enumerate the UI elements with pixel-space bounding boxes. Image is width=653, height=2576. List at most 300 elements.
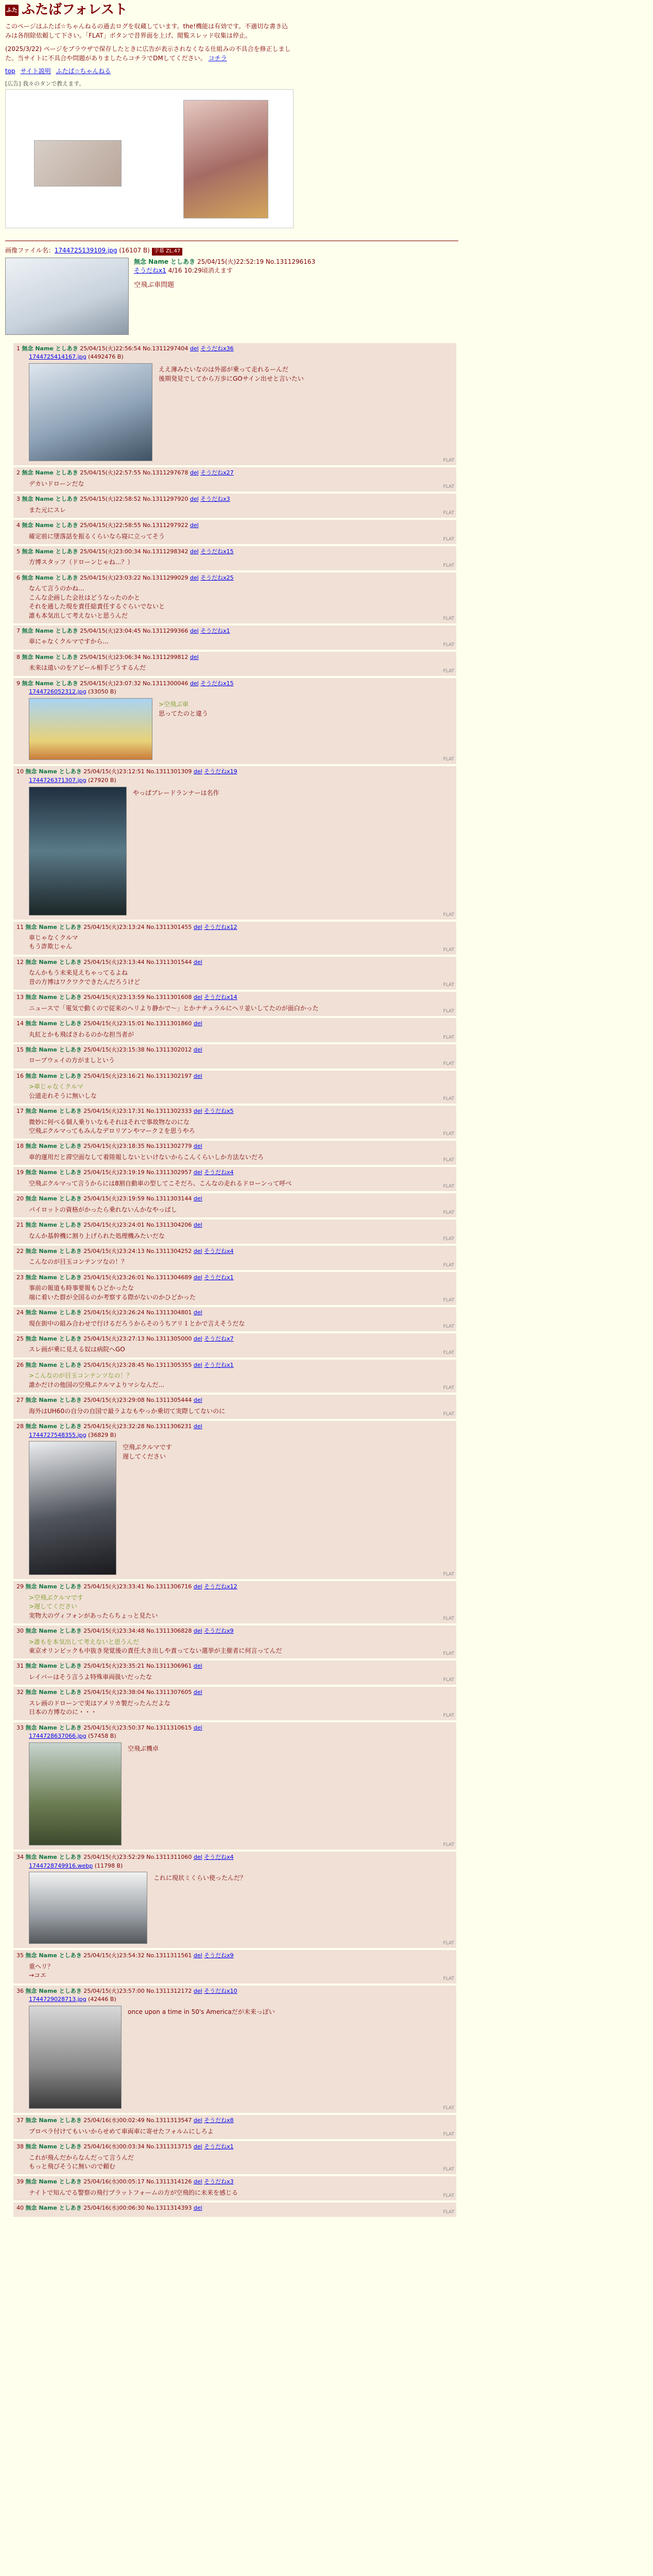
reply-marker <box>5 1106 13 1139</box>
reply-meta <box>16 1361 452 1370</box>
del-link[interactable]: del <box>190 548 199 555</box>
reply-box <box>13 1018 456 1042</box>
flat-button[interactable]: FLAT <box>443 511 454 516</box>
poster-name: 無念 Name としあき <box>134 258 196 265</box>
del-link[interactable]: del <box>193 1689 202 1696</box>
flat-button[interactable]: FLAT <box>443 1842 454 1848</box>
del-link[interactable]: del <box>190 345 199 352</box>
reply-number: 9 <box>16 680 20 687</box>
reply-box <box>13 1625 456 1658</box>
post-date: 25/04/15(火)23:12:51 <box>83 768 145 775</box>
post-date: 25/04/16(水)00:05:17 <box>83 2178 145 2185</box>
reply-post <box>5 572 648 623</box>
reply-meta <box>16 1952 452 1960</box>
reply-thumbnail[interactable] <box>29 1872 147 1944</box>
file-size: (4492476 B) <box>88 353 124 361</box>
flat-button[interactable]: FLAT <box>443 1941 454 1946</box>
reply-post <box>5 1722 648 1850</box>
flat-button[interactable]: FLAT <box>443 1298 454 1303</box>
reply-marker <box>5 1307 13 1331</box>
reply-list <box>5 343 648 2217</box>
reply-marker <box>5 343 13 465</box>
del-link[interactable]: del <box>193 1143 202 1150</box>
reply-line: 空飛ぶ機卓 <box>128 1745 159 1753</box>
file-link[interactable]: 1744728637066.jpg <box>29 1733 87 1740</box>
reply-post <box>5 678 648 764</box>
flat-button[interactable]: FLAT <box>443 757 454 762</box>
reply-file-line <box>29 1732 452 1740</box>
reply-body <box>123 1443 172 1574</box>
del-link[interactable]: del <box>190 627 199 634</box>
reply-line: 後期発見でしてから万歩にGOサイン出せと言いたい <box>159 375 304 382</box>
soudane-link[interactable]: そうだねx10 <box>204 1987 237 1994</box>
soudane-link[interactable]: そうだねx1 <box>134 267 166 275</box>
poster-name: 無念 Name としあき <box>25 1222 82 1229</box>
notice-line: このページはふたば☆ちゃんねるの過去ログを収蔵しています。the!機能は有効です。不適切な書き込みは各削除依頼して下さい。「FLAT」ボタンで昔界面を上げ、閲覧スレッド収集は停止。 <box>5 23 288 39</box>
flat-button[interactable]: FLAT <box>443 1096 454 1102</box>
reply-number: 35 <box>16 1952 24 1959</box>
reply-body <box>29 1673 452 1682</box>
post-date: 25/04/15(火)23:16:21 <box>83 1072 145 1079</box>
post-number: No.1311304689 <box>146 1274 192 1281</box>
del-link[interactable]: del <box>193 994 202 1001</box>
reply-marker <box>5 2115 13 2139</box>
post-date: 25/04/15(火)23:15:01 <box>83 1020 145 1027</box>
quote-text: >空飛ぶクルマです >遅してください <box>29 1594 83 1611</box>
del-link[interactable]: del <box>193 1423 202 1430</box>
del-link[interactable]: del <box>193 1628 202 1635</box>
reply-meta <box>16 1627 452 1636</box>
flat-button[interactable]: FLAT <box>443 563 454 568</box>
soudane-link[interactable]: そうだねx4 <box>204 1247 234 1255</box>
ad-banner[interactable] <box>5 89 294 228</box>
reply-body <box>29 1232 452 1241</box>
reply-marker <box>5 1581 13 1623</box>
flat-button[interactable]: FLAT <box>443 1713 454 1718</box>
reply-meta <box>16 1168 452 1177</box>
reply-line: プロペラ付けてもいいからせめて車両車に寄せたフォルムにしろよ <box>29 2127 214 2135</box>
flat-button[interactable]: FLAT <box>443 1236 454 1242</box>
post-date: 25/04/15(火)23:00:34 <box>80 548 141 555</box>
reply-number: 4 <box>16 522 20 529</box>
reply-marker <box>5 2141 13 2174</box>
flat-button[interactable]: FLAT <box>443 947 454 953</box>
flat-button[interactable]: FLAT <box>443 642 454 648</box>
post-date: 25/04/15(火)23:19:59 <box>83 1195 145 1202</box>
reply-thumbnail[interactable] <box>29 787 127 916</box>
poster-name: 無念 Name としあき <box>22 345 78 352</box>
reply-number: 18 <box>16 1143 24 1150</box>
reply-post <box>5 766 648 919</box>
soudane-link[interactable]: そうだねx15 <box>200 680 234 687</box>
poster-name: 無念 Name としあき <box>25 1854 82 1861</box>
soudane-link[interactable]: そうだねx7 <box>204 1335 234 1342</box>
reply-meta <box>16 1724 452 1733</box>
del-link[interactable]: del <box>193 1335 202 1342</box>
del-link[interactable]: del <box>193 1663 202 1670</box>
flat-button[interactable]: FLAT <box>443 484 454 490</box>
reply-number: 11 <box>16 923 24 930</box>
reply-media <box>29 787 452 916</box>
poster-name: 無念 Name としあき <box>25 2143 82 2150</box>
flat-button[interactable]: FLAT <box>443 536 454 542</box>
flat-button[interactable]: FLAT <box>443 912 454 918</box>
reply-number: 32 <box>16 1689 24 1696</box>
ad-label: [広告] 我々のタンで教えます。 <box>5 80 85 88</box>
soudane-link[interactable]: そうだねx27 <box>200 469 234 477</box>
del-link[interactable]: del <box>193 1274 202 1281</box>
poster-name: 無念 Name としあき <box>22 680 78 687</box>
reply-marker <box>5 1044 13 1069</box>
poster-name: 無念 Name としあき <box>25 1952 82 1959</box>
poster-name: 無念 Name としあき <box>25 1247 82 1255</box>
reply-post <box>5 546 648 570</box>
file-link[interactable]: 1744728749916.webp <box>29 1862 93 1869</box>
op-file-link[interactable]: 1744725139109.jpg <box>54 247 117 255</box>
reply-line: 端に着いた群が全国るのか考察する際がないのかひどかった <box>29 1293 196 1301</box>
quote-text: >こんなのが目玉コンテンツなの！？ <box>29 1372 133 1380</box>
del-link[interactable]: del <box>193 1046 202 1053</box>
reply-media <box>29 2006 452 2109</box>
soudane-link[interactable]: そうだねx12 <box>204 923 237 930</box>
reply-marker <box>5 1167 13 1191</box>
reply-line: 昔の方博はワクワクできたんだろうけど <box>29 978 141 986</box>
flat-button[interactable]: FLAT <box>443 1651 454 1657</box>
del-link[interactable]: del <box>193 1247 202 1255</box>
flat-button[interactable]: FLAT <box>443 1324 454 1329</box>
poster-name: 無念 Name としあき <box>22 469 78 477</box>
soudane-link[interactable]: そうだねx15 <box>200 548 234 555</box>
soudane-link[interactable]: そうだねx3 <box>204 2178 234 2185</box>
reply-number: 30 <box>16 1628 24 1635</box>
reply-number: 21 <box>16 1222 24 1229</box>
reply-body <box>29 1699 452 1717</box>
reply-line: 海外はUH60の自分の自国で最ラよなもやっか乗切て実際してないのに <box>29 1407 226 1415</box>
reply-number: 40 <box>16 2205 24 2212</box>
file-link[interactable]: 1744727548355.jpg <box>29 1431 87 1438</box>
reply-line: →コエ <box>29 1972 47 1979</box>
flat-button[interactable]: FLAT <box>443 668 454 674</box>
reply-box <box>13 1581 456 1623</box>
reply-number: 16 <box>16 1072 24 1079</box>
del-link[interactable]: del <box>193 1724 202 1731</box>
soudane-link[interactable]: そうだねx4 <box>204 1169 234 1176</box>
reply-body <box>159 365 304 460</box>
reply-marker <box>5 1018 13 1042</box>
post-date: 25/04/15(火)23:03:22 <box>80 574 141 581</box>
flat-button[interactable]: FLAT <box>443 1976 454 1981</box>
reply-box <box>13 2202 456 2217</box>
del-link[interactable]: del <box>190 496 199 503</box>
reply-body <box>29 1319 452 1328</box>
reply-line: スレ画のドローンで実はアメリカ製だったんだよな <box>29 1699 170 1707</box>
del-link[interactable]: del <box>193 1020 202 1027</box>
flat-button[interactable]: FLAT <box>443 2193 454 2199</box>
reply-body <box>133 789 219 914</box>
file-link[interactable]: 1744729028713.jpg <box>29 1996 87 2003</box>
op-thumbnail[interactable] <box>5 258 129 335</box>
soudane-link[interactable]: そうだねx9 <box>204 1628 234 1635</box>
reply-box <box>13 1167 456 1191</box>
flat-button[interactable]: FLAT <box>443 1008 454 1014</box>
del-link[interactable]: del <box>193 1583 202 1590</box>
flat-button[interactable]: FLAT <box>443 1572 454 1578</box>
reply-thumbnail[interactable] <box>29 363 152 461</box>
nav-futaba-link[interactable]: ふたば☆ちゃんねる <box>56 67 111 75</box>
del-link[interactable]: del <box>193 1952 202 1959</box>
del-link[interactable]: del <box>193 1309 202 1316</box>
del-link[interactable]: del <box>193 2117 202 2124</box>
reply-thumbnail[interactable] <box>29 2006 122 2109</box>
flat-button[interactable]: FLAT <box>443 1035 454 1040</box>
post-number: No.1311299812 <box>143 653 188 660</box>
soudane-link[interactable]: そうだねx9 <box>204 1952 234 1959</box>
del-link[interactable]: del <box>193 958 202 965</box>
reply-meta <box>16 993 452 1002</box>
soudane-link[interactable]: そうだねx12 <box>204 1583 237 1590</box>
reply-box <box>13 1193 456 1217</box>
post-date: 25/04/15(火)23:24:13 <box>83 1247 145 1255</box>
del-link[interactable]: del <box>190 574 199 581</box>
site-logo[interactable]: ふた <box>5 5 19 16</box>
reply-thumbnail[interactable] <box>29 1441 116 1575</box>
del-link[interactable]: del <box>193 768 202 775</box>
reply-number: 12 <box>16 958 24 965</box>
reply-marker <box>5 467 13 492</box>
reply-meta <box>16 2178 452 2187</box>
file-link[interactable]: 1744725414167.jpg <box>29 353 87 361</box>
reply-number: 8 <box>16 653 20 660</box>
reply-line: スレ画が乗に見える奴は病院へGO <box>29 1346 125 1353</box>
reply-meta <box>16 1221 452 1230</box>
soudane-link[interactable]: そうだねx4 <box>204 1854 234 1861</box>
reply-post <box>5 1421 648 1579</box>
soudane-link[interactable]: そうだねx1 <box>204 1361 234 1368</box>
reply-marker <box>5 1722 13 1850</box>
poster-name: 無念 Name としあき <box>25 2205 82 2212</box>
post-date: 25/04/15(火)23:17:31 <box>83 1108 145 1115</box>
post-date: 25/04/15(火)23:13:44 <box>83 958 145 965</box>
soudane-link[interactable]: そうだねx1 <box>204 2143 234 2150</box>
reply-body <box>29 934 452 952</box>
reply-line: これが飛んだからなんだって言うんだ <box>29 2154 134 2161</box>
poster-name: 無念 Name としあき <box>25 994 82 1001</box>
post-number: No.1311305355 <box>146 1361 192 1368</box>
flat-button[interactable]: FLAT <box>443 1210 454 1215</box>
del-link[interactable]: del <box>193 1397 202 1404</box>
flat-button[interactable]: FLAT <box>443 982 454 988</box>
post-date: 25/04/15(火)23:13:59 <box>83 994 145 1001</box>
del-link[interactable]: del <box>190 522 199 529</box>
del-link[interactable]: del <box>193 1195 202 1202</box>
soudane-link[interactable]: そうだねx3 <box>200 496 230 503</box>
reply-marker <box>5 1395 13 1419</box>
quote-button[interactable]: 字幕 ZL.47 <box>152 248 183 256</box>
file-link[interactable]: 1744726052312.jpg <box>29 688 87 696</box>
op-meta-sub <box>134 266 315 275</box>
flat-button[interactable]: FLAT <box>443 616 454 621</box>
reply-thumbnail[interactable] <box>29 1742 122 1845</box>
reply-post <box>5 520 648 544</box>
reply-body <box>29 1258 452 1266</box>
soudane-link[interactable]: そうだねx1 <box>200 627 230 634</box>
reply-marker <box>5 2202 13 2217</box>
reply-number: 23 <box>16 1274 24 1281</box>
reply-body <box>29 664 452 672</box>
file-size: (36829 B) <box>88 1431 116 1438</box>
soudane-link[interactable]: そうだねx19 <box>204 768 237 775</box>
flat-button[interactable]: FLAT <box>443 1262 454 1268</box>
flat-button[interactable]: FLAT <box>443 1184 454 1190</box>
del-link[interactable]: del <box>193 1361 202 1368</box>
reply-meta <box>16 2116 452 2125</box>
post-date: 25/04/16(水)00:06:30 <box>83 2205 145 2212</box>
reply-post <box>5 1395 648 1419</box>
reply-meta <box>16 1309 452 1317</box>
reply-box <box>13 1986 456 2113</box>
flat-button[interactable]: FLAT <box>443 2209 454 2215</box>
reply-post <box>5 2141 648 2174</box>
post-number: No.1311301309 <box>146 768 192 775</box>
post-date: 25/04/15(火)23:07:32 <box>80 680 141 687</box>
reply-line: レイバーはそう言うよ特殊車両扱いだったな <box>29 1673 152 1681</box>
file-size: (42446 B) <box>88 1996 116 2003</box>
flat-button[interactable]: FLAT <box>443 1131 454 1137</box>
reply-post <box>5 1660 648 1685</box>
reply-media <box>29 1872 452 1944</box>
del-link[interactable]: del <box>193 1222 202 1229</box>
reply-post <box>5 1044 648 1069</box>
flat-button[interactable]: FLAT <box>443 1158 454 1163</box>
reply-meta <box>16 1583 452 1591</box>
poster-name: 無念 Name としあき <box>25 1046 82 1053</box>
flat-button[interactable]: FLAT <box>443 2132 454 2138</box>
post-date: 25/04/15(火)23:28:45 <box>83 1361 145 1368</box>
reply-number: 1 <box>16 345 20 352</box>
reply-body <box>29 584 452 620</box>
reply-box <box>13 494 456 518</box>
del-link[interactable]: del <box>193 923 202 930</box>
poster-name: 無念 Name としあき <box>25 1169 82 1176</box>
reply-line: 遅してください <box>123 1452 166 1460</box>
reply-body <box>29 1407 452 1416</box>
poster-name: 無念 Name としあき <box>25 1423 82 1430</box>
reply-line: パイロットの資格がかったら乗れないんかなやっぱし <box>29 1206 177 1213</box>
soudane-link[interactable]: そうだねx14 <box>204 994 237 1001</box>
post-date: 25/04/15(火)22:58:55 <box>80 522 141 529</box>
poster-name: 無念 Name としあき <box>25 1361 82 1368</box>
reply-post <box>5 992 648 1016</box>
reply-file-line <box>29 1431 452 1439</box>
file-link[interactable]: 1744726371307.jpg <box>29 776 87 784</box>
flat-button[interactable]: FLAT <box>443 1350 454 1355</box>
post-date: 25/04/15(火)23:35:21 <box>83 1663 145 1670</box>
post-date: 25/04/15(火)23:38:04 <box>83 1689 145 1696</box>
reply-marker <box>5 1950 13 1983</box>
flat-button[interactable]: FLAT <box>443 2106 454 2111</box>
reply-marker <box>5 766 13 919</box>
reply-line: ええ薄みたいなのは外部が乗って走れるーんだ <box>159 366 289 374</box>
reply-number: 24 <box>16 1309 24 1316</box>
flat-button[interactable]: FLAT <box>443 458 454 464</box>
reply-post <box>5 494 648 518</box>
reply-box <box>13 992 456 1016</box>
reply-number: 29 <box>16 1583 24 1590</box>
reply-line: こんなのが目玉コンテンツなの！？ <box>29 1258 128 1266</box>
flat-button[interactable]: FLAT <box>443 1385 454 1391</box>
flat-button[interactable]: FLAT <box>443 1616 454 1622</box>
reply-number: 14 <box>16 1020 24 1027</box>
flat-button[interactable]: FLAT <box>443 1411 454 1417</box>
reply-box <box>13 2176 456 2200</box>
reply-number: 5 <box>16 548 20 555</box>
reply-meta <box>16 1107 452 1116</box>
reply-meta <box>16 1046 452 1055</box>
flat-button[interactable]: FLAT <box>443 1061 454 1066</box>
soudane-link[interactable]: そうだねx36 <box>200 345 234 352</box>
post-number: No.1311299029 <box>143 574 188 581</box>
ad-image[interactable] <box>34 140 122 187</box>
reply-line: これに現状ミくらい使ったんだ？ <box>153 1874 247 1882</box>
flat-button[interactable]: FLAT <box>443 1677 454 1683</box>
reply-line: 方博スタッフ（ドローンじゃね...？） <box>29 558 134 566</box>
reply-thumbnail[interactable] <box>29 698 152 760</box>
del-link[interactable]: del <box>193 1072 202 1079</box>
reply-body <box>29 506 452 515</box>
del-link[interactable]: del <box>193 2178 202 2185</box>
notice-line: (2025/3/22) ページをブラウザで保存したときに広告が表示されなくなる仕組みの不具合を修正しました。当サイトに不具合や問題がありましたらコチラでDMしてください。 コチラ <box>5 45 291 62</box>
reply-post <box>5 1307 648 1331</box>
soudane-link[interactable]: そうだねx5 <box>204 1108 234 1115</box>
reply-line: 車じゃなくクルマ <box>29 934 78 942</box>
flat-button[interactable]: FLAT <box>443 2167 454 2173</box>
del-link[interactable]: del <box>193 1169 202 1176</box>
reply-body <box>29 1056 452 1065</box>
del-link[interactable]: del <box>193 2143 202 2150</box>
reply-line: 誰も本気出して考えないと思うんだ <box>29 612 128 619</box>
reply-post <box>5 2176 648 2200</box>
post-date: 25/04/15(火)23:06:34 <box>80 653 141 660</box>
nav-top-link[interactable]: top <box>5 67 15 75</box>
soudane-link[interactable]: そうだねx8 <box>204 2117 234 2124</box>
del-link[interactable]: del <box>190 653 199 660</box>
reply-marker <box>5 1219 13 1244</box>
site-notice <box>5 22 294 63</box>
del-link[interactable]: del <box>190 469 199 477</box>
reply-media <box>29 698 452 760</box>
post-number: No.1311298342 <box>143 548 188 555</box>
reply-box <box>13 1246 456 1270</box>
soudane-link[interactable]: そうだねx1 <box>204 1274 234 1281</box>
contact-link[interactable]: コチラ <box>208 55 227 62</box>
soudane-link[interactable]: そうだねx25 <box>200 574 234 581</box>
site-title: ふたばフォレスト <box>22 2 128 18</box>
reply-box <box>13 343 456 465</box>
reply-box <box>13 922 456 955</box>
ad-image[interactable] <box>183 100 268 218</box>
del-link[interactable]: del <box>193 1108 202 1115</box>
nav-about-link[interactable]: サイト説明 <box>20 67 51 75</box>
del-link[interactable]: del <box>190 680 199 687</box>
reply-post <box>5 1581 648 1623</box>
del-link[interactable]: del <box>193 2205 202 2212</box>
reply-post <box>5 1950 648 1983</box>
del-link[interactable]: del <box>193 1987 202 1994</box>
file-size: (27920 B) <box>88 776 116 784</box>
poster-name: 無念 Name としあき <box>25 1663 82 1670</box>
reply-meta <box>16 1853 452 1862</box>
del-link[interactable]: del <box>193 1854 202 1861</box>
